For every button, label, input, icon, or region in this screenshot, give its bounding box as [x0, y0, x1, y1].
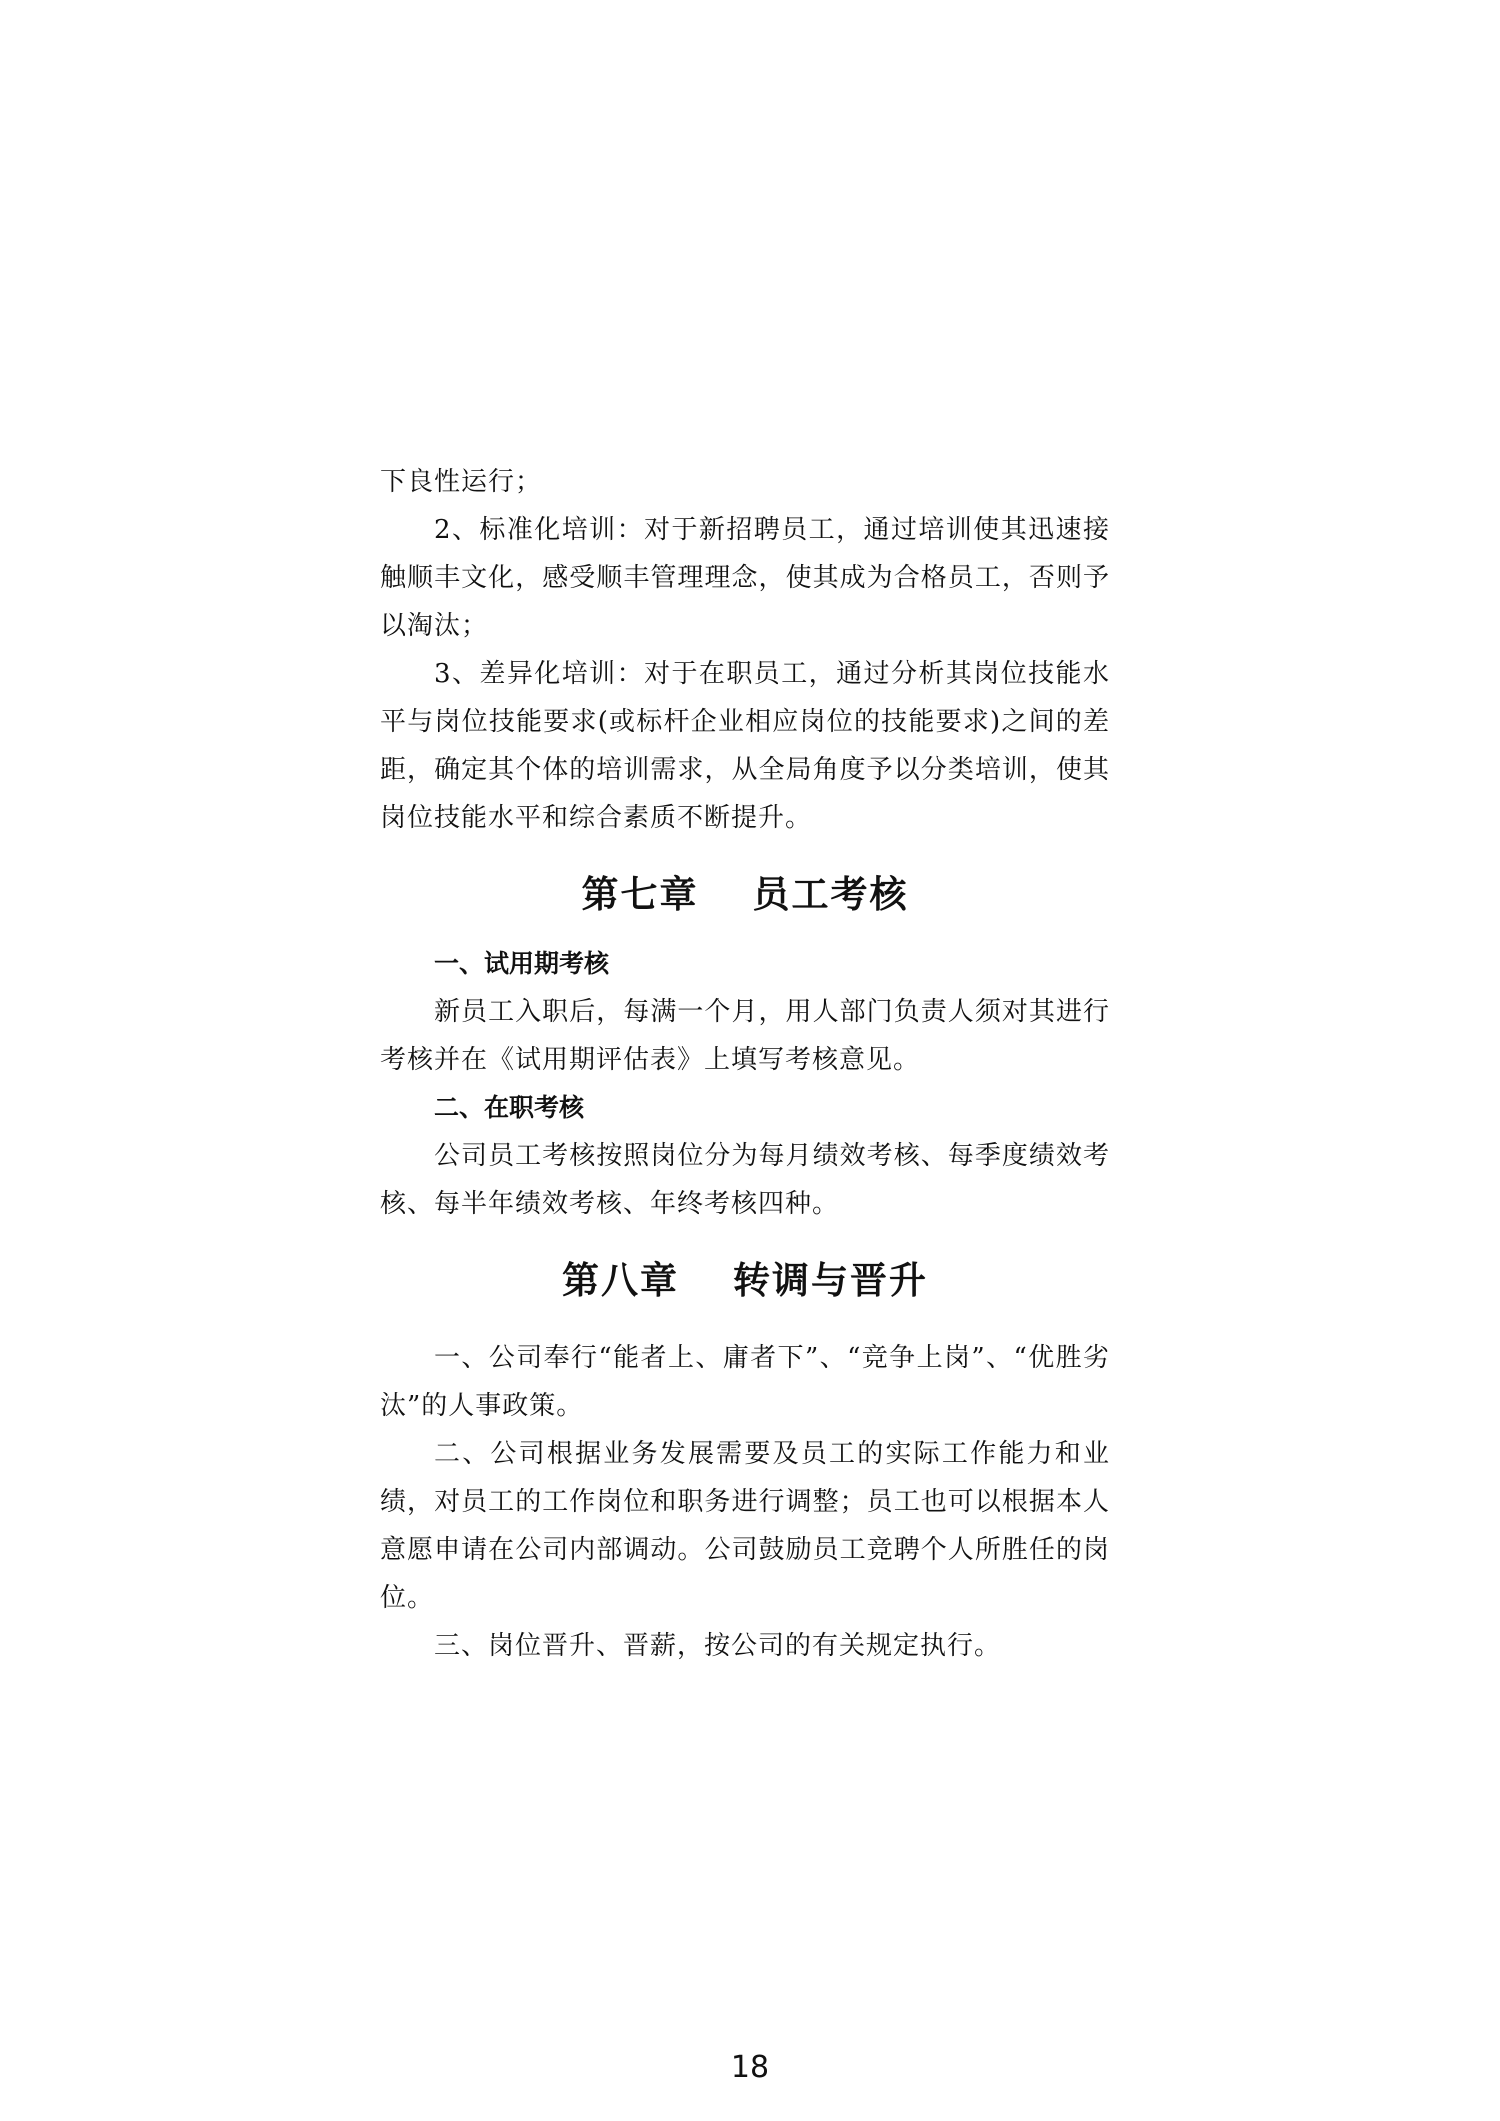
section-onduty-heading: 二、在职考核	[434, 1093, 585, 1122]
chapter-8-item-3: 三、岗位晋升、晋薪，按公司的有关规定执行。	[434, 1631, 1002, 1661]
chapter-8-item-1: 一、公司奉行“能者上、庸者下”、“竞争上岗”、“优胜劣汰”的人事政策。	[380, 1343, 1110, 1421]
chapter-8-number: 第八章	[562, 1259, 679, 1302]
training-item-differentiated: 3、差异化培训：对于在职员工，通过分析其岗位技能水平与岗位技能要求(或标杆企业相应岗位的技能要求)之间的差距，确定其个体的培训需求，从全局角度予以分类培训，使其岗位技能水平和综合素质不断提升。	[380, 659, 1110, 833]
section-probation-heading: 一、试用期考核	[434, 949, 610, 978]
section-probation-text: 新员工入职后，每满一个月，用人部门负责人须对其进行考核并在《试用期评估表》上填写考核意见。	[380, 997, 1110, 1075]
chapter-8-heading	[380, 1250, 1110, 1304]
continued-paragraph: 下良性运行；	[380, 467, 543, 497]
page-number: 18	[730, 2050, 770, 2085]
chapter-8-item-2: 二、公司根据业务发展需要及员工的实际工作能力和业绩，对员工的工作岗位和职务进行调整；员工也可以根据本人意愿申请在公司内部调动。公司鼓励员工竞聘个人所胜任的岗位。	[380, 1439, 1110, 1613]
page-content	[380, 458, 1110, 1670]
chapter-7-heading	[380, 864, 1110, 918]
training-item-standardized: 2、标准化培训：对于新招聘员工，通过培训使其迅速接触顺丰文化，感受顺丰管理理念，使其成为合格员工，否则予以淘汰；	[380, 515, 1110, 641]
chapter-8-title: 转调与晋升	[733, 1259, 928, 1302]
chapter-7-number: 第七章	[581, 873, 699, 916]
section-onduty-text: 公司员工考核按照岗位分为每月绩效考核、每季度绩效考核、每半年绩效考核、年终考核四种。	[380, 1141, 1110, 1219]
chapter-7-title: 员工考核	[752, 873, 909, 916]
